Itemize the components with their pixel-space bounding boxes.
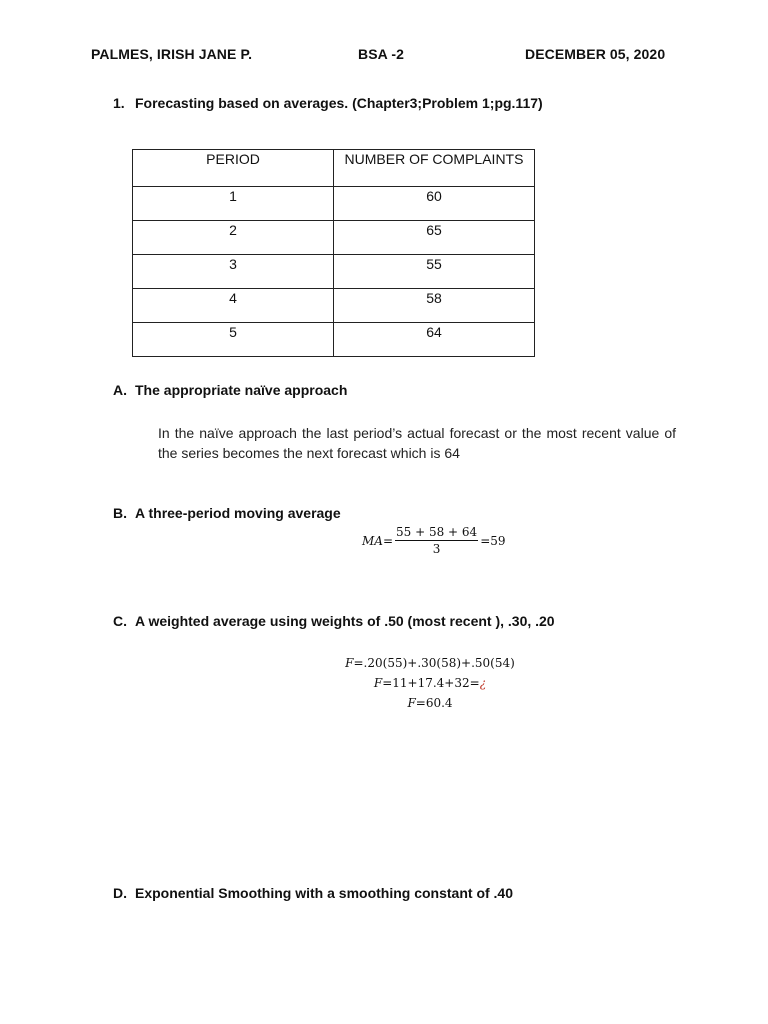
formula-var: F bbox=[373, 676, 383, 690]
complaints-cell: 55 bbox=[334, 255, 535, 289]
formula-var: F bbox=[407, 696, 416, 710]
table-row bbox=[133, 289, 535, 323]
document-date: DECEMBER 05, 2020 bbox=[525, 46, 666, 62]
period-cell: 4 bbox=[133, 289, 334, 323]
fraction-numerator: 55 + 58 + 64 bbox=[396, 525, 478, 539]
formula-error-mark: ¿ bbox=[479, 676, 487, 690]
period-cell: 3 bbox=[133, 255, 334, 289]
formula-line bbox=[300, 673, 560, 693]
formula-rest: =.20(55)+.30(58)+.50(54) bbox=[353, 656, 515, 670]
weighted-average-formula bbox=[300, 653, 560, 713]
formula-result: =59 bbox=[480, 533, 506, 548]
section-b-heading bbox=[113, 505, 341, 521]
complaints-cell: 65 bbox=[334, 221, 535, 255]
question-title: Forecasting based on averages. (Chapter3;Problem 1;pg.117) bbox=[135, 95, 543, 111]
section-title: The appropriate naïve approach bbox=[135, 382, 348, 398]
formula-var: F bbox=[345, 656, 354, 670]
fraction-denominator: 3 bbox=[432, 542, 441, 556]
table-row bbox=[133, 187, 535, 221]
student-name: PALMES, IRISH JANE P. bbox=[91, 46, 253, 62]
section-title: A three-period moving average bbox=[135, 505, 341, 521]
naive-approach-answer: In the naïve approach the last period’s actual forecast or the most recent value of the series becomes the next forecast which is 64 bbox=[158, 425, 676, 461]
section-c-heading bbox=[113, 613, 555, 629]
table-header-row bbox=[133, 150, 535, 187]
formula-lhs: MA bbox=[362, 533, 383, 548]
period-cell: 5 bbox=[133, 323, 334, 357]
section-letter: B. bbox=[113, 505, 127, 521]
complaints-table bbox=[132, 149, 535, 357]
table-row bbox=[133, 323, 535, 357]
complaints-cell: 60 bbox=[334, 187, 535, 221]
complaints-cell: 64 bbox=[334, 323, 535, 357]
formula-rest: =60.4 bbox=[415, 696, 453, 710]
complaints-cell: 58 bbox=[334, 289, 535, 323]
formula-equals: = bbox=[382, 533, 394, 548]
formula-line bbox=[300, 653, 560, 673]
formula-line bbox=[300, 693, 560, 713]
section-letter: A. bbox=[113, 382, 127, 398]
header-complaints: NUMBER OF COMPLAINTS bbox=[334, 150, 535, 187]
period-cell: 1 bbox=[133, 187, 334, 221]
formula-fraction bbox=[395, 525, 478, 556]
section-a-heading bbox=[113, 382, 347, 398]
question-heading bbox=[113, 95, 543, 111]
period-cell: 2 bbox=[133, 221, 334, 255]
section-title: Exponential Smoothing with a smoothing constant of .40 bbox=[135, 885, 514, 901]
moving-average-formula bbox=[362, 525, 506, 556]
table-row bbox=[133, 221, 535, 255]
section-d-heading bbox=[113, 885, 513, 901]
question-number: 1. bbox=[113, 95, 125, 111]
header-period: PERIOD bbox=[133, 150, 334, 187]
formula-rest: =11+17.4+32= bbox=[382, 676, 480, 690]
section-letter: D. bbox=[113, 885, 127, 901]
table-row bbox=[133, 255, 535, 289]
section-letter: C. bbox=[113, 613, 127, 629]
section-title: A weighted average using weights of .50 (most recent ), .30, .20 bbox=[135, 613, 555, 629]
course-label: BSA -2 bbox=[358, 46, 404, 62]
